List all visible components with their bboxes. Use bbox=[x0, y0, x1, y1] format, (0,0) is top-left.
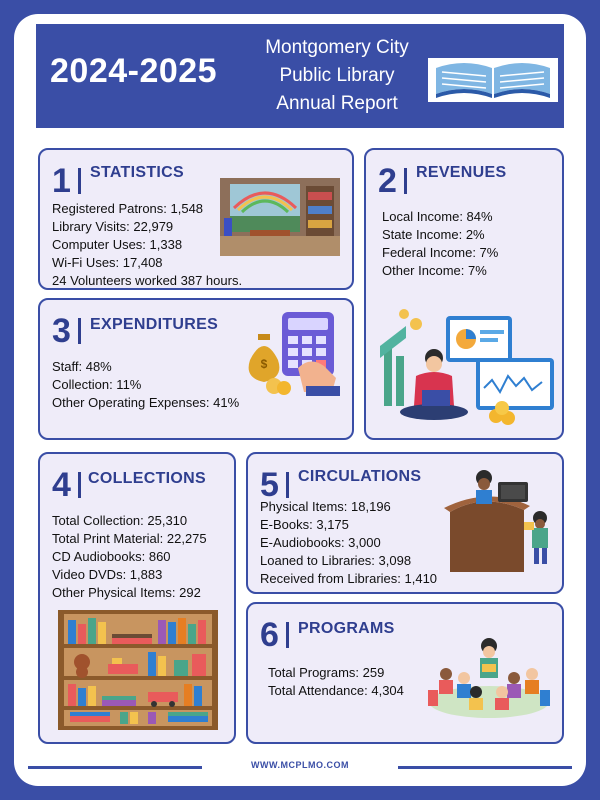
section-title: REVENUES bbox=[416, 164, 507, 181]
storytime-group-illustration bbox=[426, 630, 552, 720]
circulation-line: Received from Libraries: 1,410 bbox=[260, 571, 438, 586]
program-line: Total Programs: 259 bbox=[268, 665, 385, 680]
circulation-line: E-Books: 3,175 bbox=[260, 517, 349, 532]
circulations-list bbox=[260, 498, 437, 588]
revenue-line: State Income: 2% bbox=[382, 227, 485, 242]
bookshelf-illustration bbox=[58, 610, 218, 730]
open-book-logo bbox=[428, 58, 558, 102]
statistics-card bbox=[38, 148, 354, 290]
report-header bbox=[36, 24, 564, 128]
circulation-line: Loaned to Libraries: 3,098 bbox=[260, 553, 412, 568]
section-title: PROGRAMS bbox=[298, 620, 395, 637]
section-title: CIRCULATIONS bbox=[298, 468, 422, 485]
revenue-line: Federal Income: 7% bbox=[382, 245, 499, 260]
section-divider bbox=[404, 168, 407, 194]
collections-list bbox=[52, 512, 207, 602]
section-number: 6 bbox=[260, 616, 279, 654]
expense-line: Collection: 11% bbox=[52, 377, 142, 392]
revenue-line: Local Income: 84% bbox=[382, 209, 493, 224]
expenditures-list bbox=[52, 358, 239, 412]
programs-list bbox=[268, 664, 404, 700]
stat-line: Computer Uses: 1,338 bbox=[52, 237, 183, 252]
statistics-list bbox=[52, 200, 242, 290]
stat-line: Library Visits: 22,979 bbox=[52, 219, 174, 234]
program-line: Total Attendance: 4,304 bbox=[268, 683, 404, 698]
circulation-line: Physical Items: 18,196 bbox=[260, 499, 391, 514]
collection-line: Other Physical Items: 292 bbox=[52, 585, 201, 600]
collection-line: CD Audiobooks: 860 bbox=[52, 549, 171, 564]
section-divider bbox=[286, 622, 289, 648]
section-divider bbox=[78, 472, 81, 498]
revenues-list bbox=[382, 208, 498, 280]
circulation-line: E-Audiobooks: 3,000 bbox=[260, 535, 381, 550]
library-interior-photo bbox=[220, 178, 340, 256]
report-title bbox=[242, 34, 432, 118]
collection-line: Video DVDs: 1,883 bbox=[52, 567, 163, 582]
svg-text:$: $ bbox=[260, 357, 268, 371]
section-number: 5 bbox=[260, 466, 279, 504]
section-title: STATISTICS bbox=[90, 164, 184, 181]
expense-line: Staff: 48% bbox=[52, 359, 112, 374]
programs-card bbox=[246, 602, 564, 744]
stat-line: Wi-Fi Uses: 17,408 bbox=[52, 255, 163, 270]
section-number: 3 bbox=[52, 312, 71, 350]
website-link[interactable]: WWW.MCPLMO.COM bbox=[251, 760, 349, 770]
revenue-line: Other Income: 7% bbox=[382, 263, 487, 278]
stat-line: Registered Patrons: 1,548 bbox=[52, 201, 204, 216]
stat-line: 24 Volunteers worked 387 hours. bbox=[52, 273, 243, 288]
title-line-2: Public Library bbox=[279, 65, 395, 86]
section-divider bbox=[286, 472, 289, 498]
circulations-card bbox=[246, 452, 564, 594]
section-number: 4 bbox=[52, 466, 71, 504]
title-line-1: Montgomery City bbox=[265, 37, 409, 58]
circulation-desk-illustration bbox=[444, 462, 556, 572]
expenditures-card bbox=[38, 298, 354, 440]
collection-line: Total Collection: 25,310 bbox=[52, 513, 188, 528]
section-divider bbox=[78, 318, 81, 344]
report-year: 2024-2025 bbox=[50, 52, 218, 90]
calculator-money-illustration bbox=[244, 308, 344, 398]
section-number: 1 bbox=[52, 162, 71, 200]
section-title: EXPENDITURES bbox=[90, 316, 219, 333]
collections-card bbox=[38, 452, 236, 744]
title-line-3: Annual Report bbox=[276, 93, 398, 114]
revenues-card bbox=[364, 148, 564, 440]
collection-line: Total Print Material: 22,275 bbox=[52, 531, 207, 546]
section-number: 2 bbox=[378, 162, 397, 200]
finance-analyst-illustration bbox=[376, 306, 556, 428]
expense-line: Other Operating Expenses: 41% bbox=[52, 395, 240, 410]
section-title: COLLECTIONS bbox=[88, 470, 206, 487]
section-divider bbox=[78, 168, 81, 194]
